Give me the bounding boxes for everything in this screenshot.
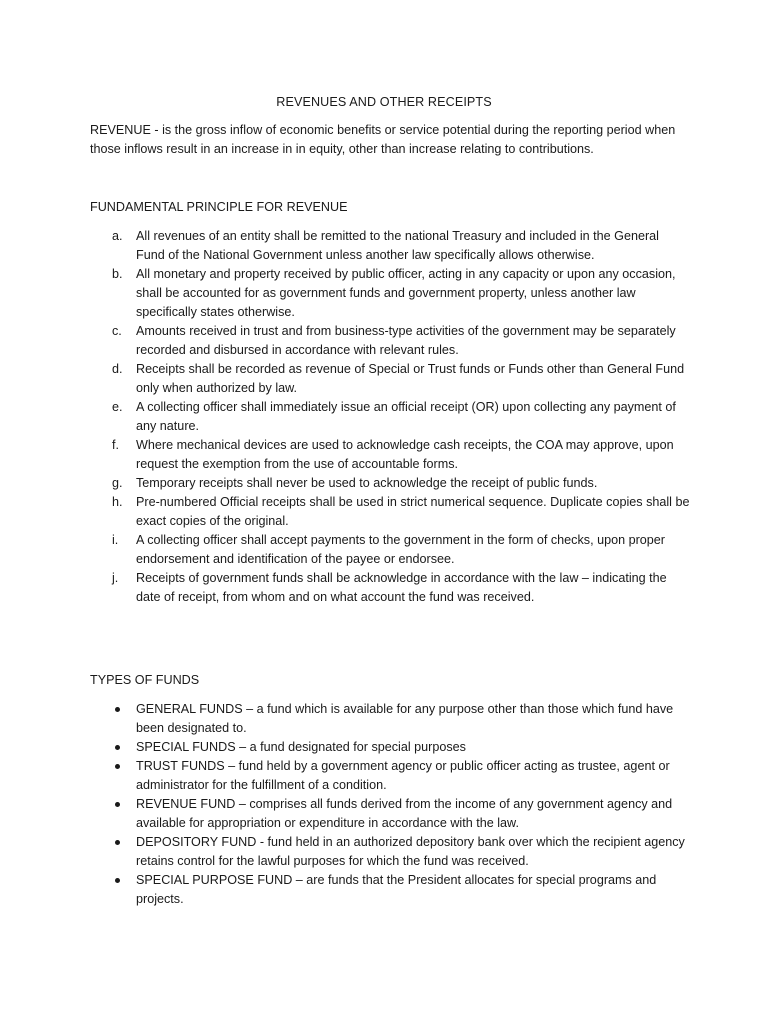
funds-list (90, 700, 690, 909)
list-item (90, 265, 690, 322)
bullet-icon (115, 878, 120, 883)
list-item-text: SPECIAL PURPOSE FUND – are funds that the President allocates for special programs and projects. (136, 873, 657, 906)
list-item (90, 795, 690, 833)
list-item (90, 398, 690, 436)
list-marker: d. (112, 362, 123, 376)
list-item-text: GENERAL FUNDS – a fund which is available for any purpose other than those which fund have been designated to. (136, 702, 674, 735)
bullet-icon (115, 764, 120, 769)
section-heading-funds: TYPES OF FUNDS (90, 673, 200, 687)
list-item (90, 322, 690, 360)
definition-text: - is the gross inflow of economic benefits or service potential during the reporting period when those inflows result in an increase in in equity, other than increase relating to contributions. (90, 123, 676, 156)
list-marker: c. (112, 324, 122, 338)
section-heading-principles: FUNDAMENTAL PRINCIPLE FOR REVENUE (90, 200, 348, 214)
list-item-text: A collecting officer shall immediately issue an official receipt (OR) upon collecting any payment of any nature. (136, 400, 676, 433)
page-title: REVENUES AND OTHER RECEIPTS (276, 95, 492, 109)
list-item-text: Where mechanical devices are used to acknowledge cash receipts, the COA may approve, upon request the exemption from the use of accountable forms. (136, 438, 674, 471)
principles-list (90, 227, 690, 607)
list-marker: g. (112, 476, 123, 490)
bullet-icon (115, 745, 120, 750)
list-marker: f. (112, 438, 119, 452)
list-item (90, 833, 690, 871)
bullet-icon (115, 802, 120, 807)
list-item (90, 569, 690, 607)
list-item (90, 871, 690, 909)
list-marker: a. (112, 229, 123, 243)
list-item (90, 738, 690, 757)
list-item (90, 227, 690, 265)
list-item (90, 757, 690, 795)
list-marker: e. (112, 400, 123, 414)
list-item-text: Receipts shall be recorded as revenue of Special or Trust funds or Funds other than General Fund only when authorized by law. (136, 362, 685, 395)
list-item-text: A collecting officer shall accept payments to the government in the form of checks, upon proper endorsement and identification of the payee or endorsee. (136, 533, 665, 566)
list-marker: j. (112, 571, 119, 585)
list-item-text: DEPOSITORY FUND - fund held in an authorized depository bank over which the recipient agency retains control for the lawful purposes for which the fund was received. (136, 835, 685, 868)
definition-paragraph (90, 121, 690, 159)
list-item (90, 474, 690, 493)
list-marker: h. (112, 495, 123, 509)
list-item (90, 531, 690, 569)
definition-term: REVENUE (90, 123, 151, 137)
list-item (90, 360, 690, 398)
list-item (90, 700, 690, 738)
list-item-text: Amounts received in trust and from business-type activities of the government may be separately recorded and disbursed in accordance with relevant rules. (136, 324, 676, 357)
bullet-icon (115, 707, 120, 712)
list-item-text: All revenues of an entity shall be remitted to the national Treasury and included in the General Fund of the National Government unless another law specifically allows otherwise. (136, 229, 659, 262)
list-item-text: Receipts of government funds shall be acknowledge in accordance with the law – indicating the date of receipt, from whom and on what account the fund was received. (136, 571, 667, 604)
list-marker: i. (112, 533, 119, 547)
list-item-text: TRUST FUNDS – fund held by a government agency or public officer acting as trustee, agent or administrator for the fulfillment of a condition. (136, 759, 670, 792)
revenue-definition (90, 121, 690, 159)
list-item-text: Pre-numbered Official receipts shall be used in strict numerical sequence. Duplicate copies shall be exact copies of the original. (136, 495, 690, 528)
list-item (90, 493, 690, 531)
bullet-icon (115, 840, 120, 845)
list-item-text: Temporary receipts shall never be used to acknowledge the receipt of public funds. (136, 476, 598, 490)
list-item (90, 436, 690, 474)
list-item-text: SPECIAL FUNDS – a fund designated for special purposes (136, 740, 466, 754)
list-marker: b. (112, 267, 123, 281)
list-item-text: All monetary and property received by public officer, acting in any capacity or upon any occasion, shall be accounted for as government funds and government property, unless another law specifically states otherwise. (136, 267, 676, 319)
list-item-text: REVENUE FUND – comprises all funds derived from the income of any government agency and available for appropriation or expenditure in accordance with the law. (136, 797, 673, 830)
